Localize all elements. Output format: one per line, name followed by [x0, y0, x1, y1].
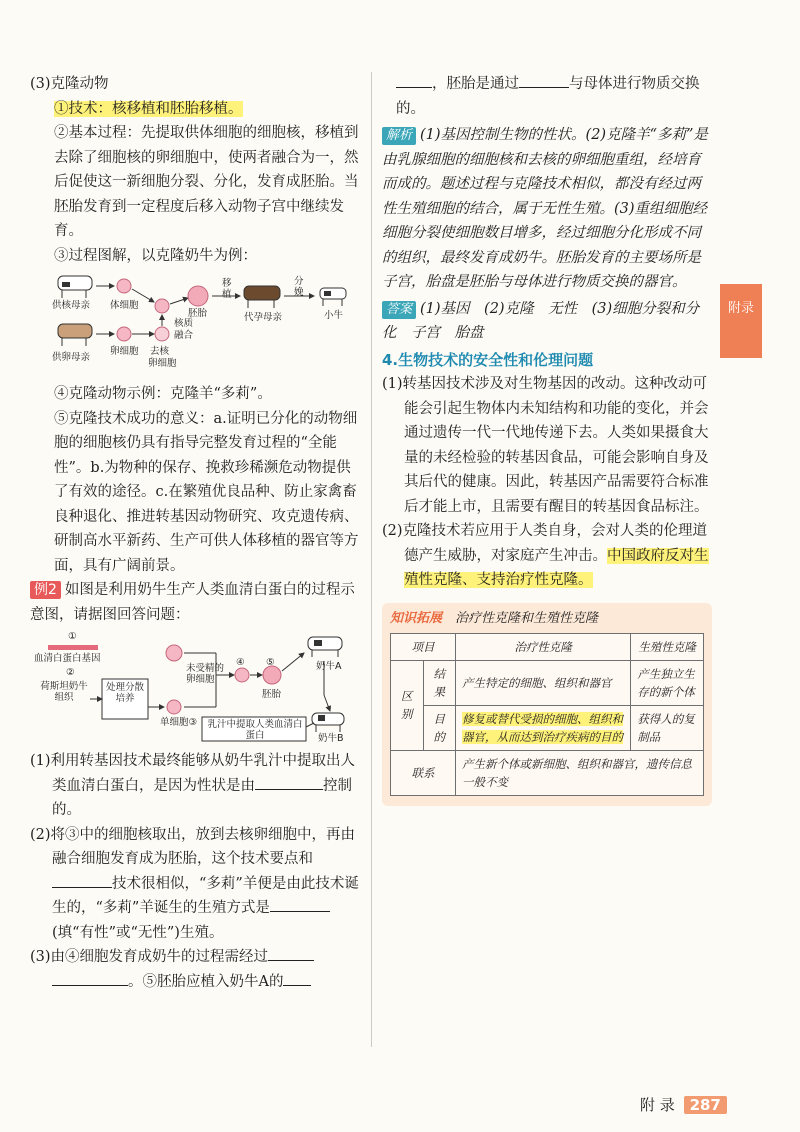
section-4-p2: (2)克隆技术若应用于人类自身，会对人类的伦理道德产生威胁，对家庭产生冲击。中国政府反对生殖性克隆、支持治疗性克隆。	[382, 523, 709, 588]
label-birth: 分娩	[294, 276, 304, 298]
analysis: 解析 (1)基因控制生物的性状。(2)克隆羊“多莉”是由乳腺细胞的细胞核和去核的卵细胞重组，经培育而成的。题述过程与克隆技术相似，都没有经过两性生殖细胞的结合，属于无性生殖。(3)重组细胞经细胞分裂使细胞数目增多，经过细胞分化形成不同的组织，最终发育成奶牛。胚胎发育的主要场所是子宫，胎盘是胚胎与母体进行物质交换的器官。	[382, 127, 708, 290]
label-egg-cell2: 卵细胞	[148, 358, 177, 369]
page-number: 287	[684, 1096, 727, 1114]
left-column	[30, 72, 362, 994]
answer-blank-7[interactable]	[396, 73, 432, 88]
example-2	[30, 578, 362, 627]
label-unfertilized: 未受精的卵细胞	[186, 663, 225, 685]
example-text: 如图是利用奶牛生产人类血清白蛋白的过程示意图，请据图回答问题：	[30, 582, 355, 623]
extension-header	[390, 609, 704, 629]
label-embryo2: 胚胎	[262, 689, 282, 700]
answer-blank-5[interactable]	[52, 971, 128, 986]
cow-b-icon	[312, 713, 344, 732]
label-cow-cells: 荷斯坦奶牛组织	[40, 681, 88, 703]
footer-label: 附 录	[640, 1096, 675, 1114]
s3-item3: ③过程图解，以克隆奶牛为例：	[54, 247, 257, 264]
label-surrogate: 代孕母亲	[244, 312, 283, 323]
cloning-diagram-graphics	[52, 272, 372, 376]
surrogate-cow-icon	[244, 286, 280, 308]
label-n2: ②	[66, 667, 75, 678]
section-4-p1: (1)转基因技术涉及对生物基因的改动。这种改动可能会引起生物体内未知结构和功能的变化，并会通过遗传一代一代地传递下去。人类如果摄食大量的未经检验的转基因食品，可能会影响自身及其后代的健康。因此，转基因产品需要符合标准后才能上市，且需要有醒目的转基因食品标注。	[382, 376, 709, 515]
table-row-result	[391, 660, 704, 705]
answer-blank-4[interactable]	[268, 946, 314, 961]
analysis-tag: 解析	[382, 127, 416, 145]
label-egg-cell: 卵细胞	[110, 346, 139, 357]
somatic-cell-icon	[117, 279, 131, 293]
cell-result-therapeutic: 产生特定的细胞、组织和器官	[456, 660, 631, 705]
cell-link-text: 产生新个体或新细胞、组织和器官，遗传信息一般不变	[456, 750, 704, 795]
label-process: 处理分散培养	[106, 682, 145, 704]
answer-blank-8[interactable]	[519, 73, 569, 88]
label-milk: 乳汁中提取人类血清白蛋白	[207, 719, 303, 741]
s3-item2: ②基本过程：先提取供体细胞的细胞核，移植到去除了细胞核的卵细胞中，使两者融合为一，然后促使这一新细胞分裂、分化，发育成胚胎。当胚胎发育到一定程度后移入动物子宫中继续发育。	[54, 125, 359, 239]
label-n1: ①	[68, 631, 77, 642]
enucleated-egg-icon	[155, 327, 169, 341]
question-3-continued: ，胚胎是通过 与母体进行物质交换的。	[382, 72, 712, 121]
label-embryo: 胚胎	[188, 308, 208, 319]
table-row-link	[391, 750, 704, 795]
label-donor-nucleus: 供核母亲	[52, 300, 91, 311]
label-nucleus: 核质	[174, 318, 194, 329]
label-donor-egg: 供卵母亲	[52, 352, 91, 363]
cloning-diagram	[52, 272, 372, 376]
answer: 答案 (1)基因 (2)克隆 无性 (3)细胞分裂和分化 子宫 胎盘	[382, 300, 700, 341]
s3-title: (3)克隆动物	[30, 76, 109, 92]
appendix-side-tab[interactable]: 附录	[720, 284, 762, 358]
gene-bar	[48, 645, 98, 650]
section-4-title: 4.生物技术的安全性和伦理问题	[382, 350, 594, 369]
label-calf: 小牛	[324, 310, 344, 321]
cell-purpose-label: 目的	[423, 705, 456, 750]
cell-result-reproductive: 产生独立生存的新个体	[631, 660, 704, 705]
unfertilized-egg-icon	[166, 645, 182, 661]
cell-purpose-reproductive: 获得人的复制品	[631, 705, 704, 750]
extension-title: 治疗性克隆和生殖性克隆	[455, 610, 599, 626]
label-remove-nucleus: 去核	[150, 346, 170, 357]
question-2: (2)将③中的细胞核取出，放到去核卵细胞中，再由融合细胞发育成为胚胎，这个技术要点和技术很相似，“多莉”羊便是由此技术诞生的，“多莉”羊诞生的生殖方式是(填“有性”或“无性”)生殖。	[30, 826, 359, 941]
question-1: (1)利用转基因技术最终能够从奶牛乳汁中提取出人类血清白蛋白，是因为性状是由 控制的。	[30, 753, 356, 818]
cloning-comparison-table	[390, 633, 704, 796]
right-column	[382, 72, 712, 806]
label-somatic-cell: 体细胞	[110, 300, 139, 311]
question-3: (3)由④细胞发育成奶牛的过程需经过。⑤胚胎应植入奶牛A的	[30, 945, 362, 994]
example-tag: 例2	[30, 581, 61, 599]
label-cow-b: 奶牛B	[318, 733, 344, 744]
egg-cell-icon	[117, 327, 131, 341]
column-divider	[371, 72, 372, 1047]
extension-label: 知识拓展	[390, 610, 443, 626]
cow-a-icon	[308, 637, 342, 657]
label-cow-a: 奶牛A	[316, 661, 342, 672]
th-reproductive: 生殖性克隆	[631, 633, 704, 660]
th-therapeutic: 治疗性克隆	[456, 633, 631, 660]
embryo-5-icon	[263, 666, 281, 684]
cell-purpose-therapeutic: 修复或替代受损的细胞、组织和器官，从而达到治疗疾病的目的	[456, 705, 631, 750]
label-single-cell: 单细胞③	[160, 717, 198, 728]
cell-diff: 区别	[391, 660, 424, 750]
fused-cell-icon	[155, 299, 169, 313]
fused-cell-4-icon	[235, 668, 249, 682]
s3-item5: ⑤克隆技术成功的意义：a.证明已分化的动物细胞的细胞核仍具有指导完整发育过程的“全能性”。b.为物种的保存、挽救珍稀濒危动物提供了有效的途径。c.在繁殖优良品种、防止家禽畜良种退化、推进转基因动物研究、攻克遗传病、研制高水平新药、生产可供人体移植的器官等方面，具有广阔前景。	[54, 410, 359, 574]
label-fusion: 融合	[174, 330, 194, 341]
page-footer	[640, 1094, 727, 1115]
cell-result-label: 结果	[423, 660, 456, 705]
label-transplant: 移植	[222, 278, 232, 300]
table-header-row	[391, 633, 704, 660]
calf-icon	[320, 288, 346, 306]
label-n5: ⑤	[266, 657, 275, 668]
knowledge-extension-box	[382, 603, 712, 806]
egg-cow-icon	[58, 324, 92, 346]
cell-link-label: 联系	[391, 750, 456, 795]
label-n4: ④	[236, 657, 245, 668]
answer-tag: 答案	[382, 301, 416, 319]
th-item: 项目	[391, 633, 456, 660]
s3-item4: ④克隆动物示例：克隆羊“多莉”。	[54, 386, 272, 402]
label-gene: 血清白蛋白基因	[34, 653, 101, 664]
milk-protein-diagram	[30, 631, 350, 743]
donor-cow-icon	[58, 276, 92, 298]
answer-blank-3[interactable]	[270, 897, 330, 912]
s3-item1: ①技术：核移植和胚胎移植。	[54, 100, 243, 117]
single-cell-icon	[167, 700, 181, 714]
answer-blank-2[interactable]	[52, 873, 112, 888]
answer-blank-6[interactable]	[283, 971, 311, 986]
answer-blank-1[interactable]	[255, 775, 323, 790]
embryo-icon	[188, 286, 208, 306]
table-row-purpose	[391, 705, 704, 750]
